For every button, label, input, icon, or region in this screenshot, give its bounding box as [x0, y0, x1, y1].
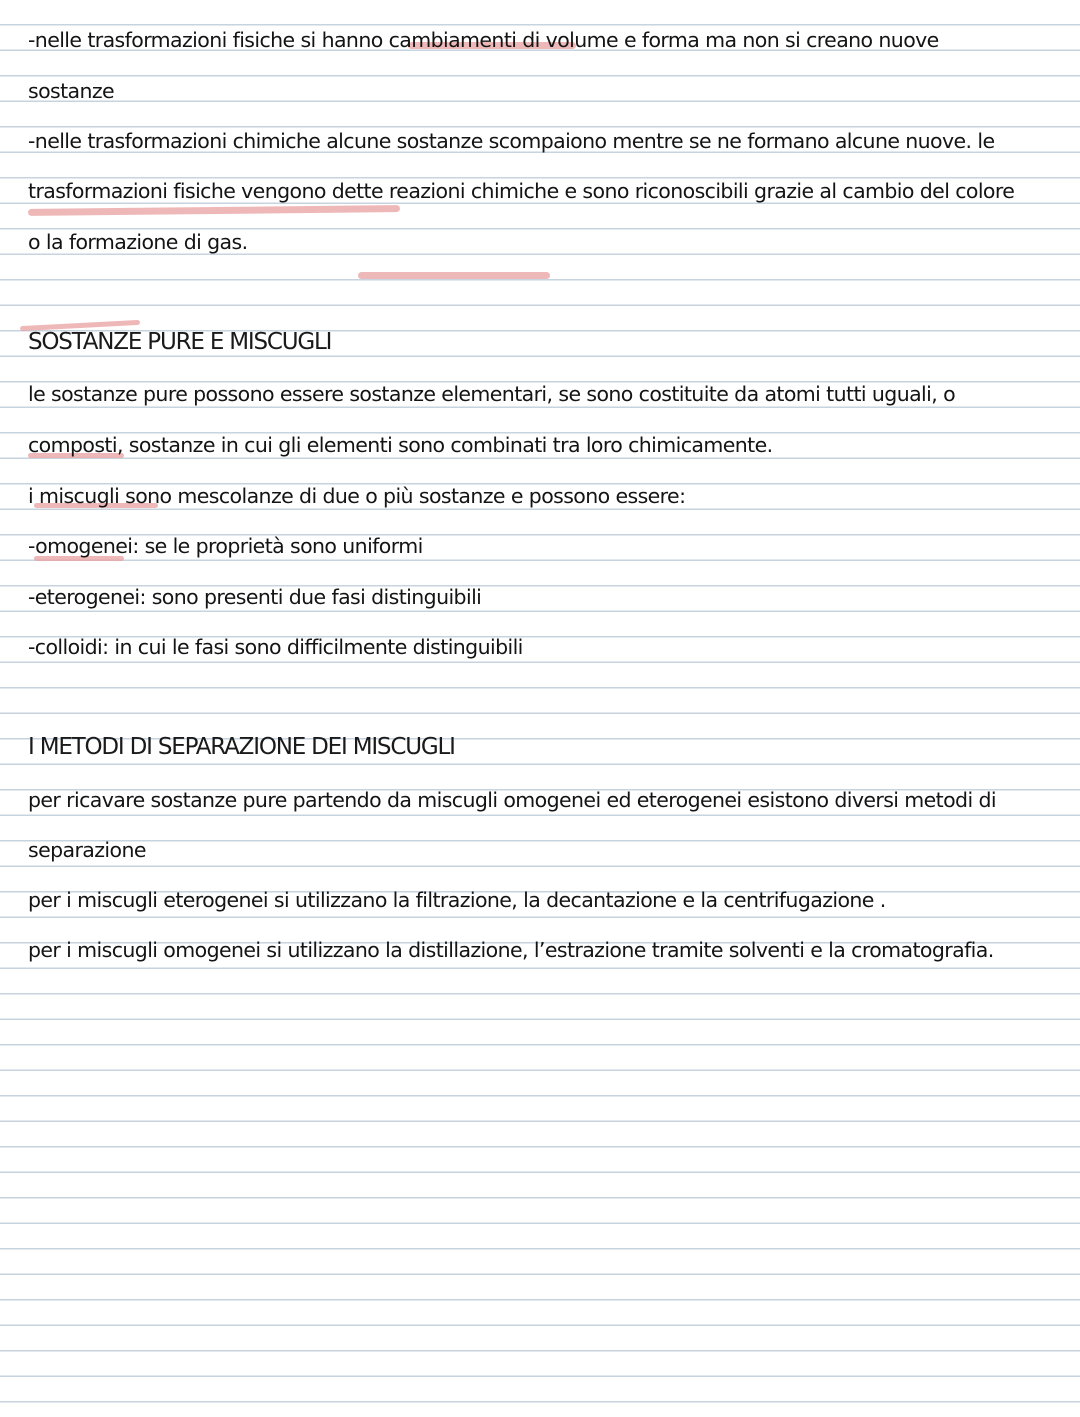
section-1-line-6: -colloidi: in cui le fasi sono difficilmente distinguibili: [28, 635, 523, 659]
section-2-line-3: per i miscugli eterogenei si utilizzano la filtrazione, la decantazione e la centrifugazione .: [28, 888, 886, 912]
section-1-line-3: i miscugli sono mescolanze di due o più sostanze e possono essere:: [28, 484, 686, 508]
intro-line-4: trasformazioni fisiche vengono dette reazioni chimiche e sono riconoscibili grazie al cambio del colore: [28, 179, 1015, 203]
highlight-stray-stroke: [358, 272, 550, 279]
intro-line-3: -nelle trasformazioni chimiche alcune sostanze scompaiono mentre se ne formano alcune nuove. le: [28, 129, 995, 153]
section-1-line-2: composti, sostanze in cui gli elementi sono combinati tra loro chimicamente.: [28, 433, 773, 457]
section-1-line-1: le sostanze pure possono essere sostanze elementari, se sono costituite da atomi tutti uguali, o: [28, 382, 956, 406]
intro-line-1: -nelle trasformazioni fisiche si hanno cambiamenti di volume e forma ma non si creano nuove: [28, 28, 939, 52]
section-heading-sostanze-pure: SOSTANZE PURE E MISCUGLI: [28, 329, 332, 355]
highlight-trasformazioni-fisiche: [28, 205, 400, 216]
section-1-line-4: -omogenei: se le proprietà sono uniformi: [28, 534, 423, 558]
intro-line-5: o la formazione di gas.: [28, 230, 248, 254]
section-2-line-2: separazione: [28, 838, 146, 862]
section-1-line-5: -eterogenei: sono presenti due fasi distinguibili: [28, 585, 482, 609]
section-heading-metodi-separazione: I METODI DI SEPARAZIONE DEI MISCUGLI: [28, 734, 455, 760]
section-2-line-1: per ricavare sostanze pure partendo da miscugli omogenei ed eterogenei esistono diversi metodi di: [28, 788, 996, 812]
section-2-line-4: per i miscugli omogenei si utilizzano la distillazione, l’estrazione tramite solventi e la cromatografia.: [28, 938, 994, 962]
intro-line-2: sostanze: [28, 79, 115, 103]
